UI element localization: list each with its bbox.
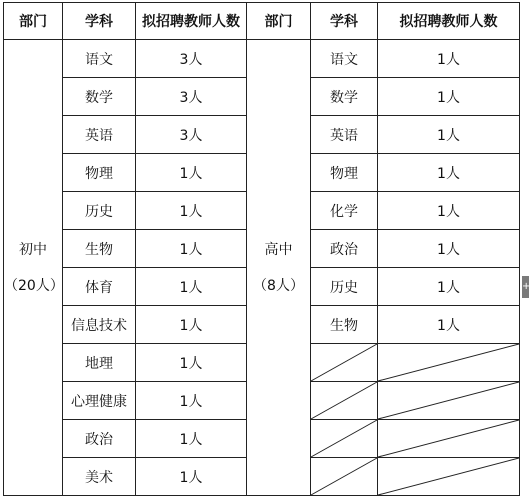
senior-count-cell: 1人 (378, 306, 520, 344)
diagonal-line-icon (311, 344, 377, 381)
senior-subject-cell: 生物 (311, 306, 378, 344)
header-subject-right: 学科 (311, 3, 378, 40)
recruitment-table (3, 2, 520, 496)
senior-subject-cell: 物理 (311, 154, 378, 192)
senior-count-cell: 1人 (378, 78, 520, 116)
diagonal-line-icon (311, 382, 377, 419)
junior-count-cell: 3人 (136, 116, 247, 154)
senior-empty-subject-cell (311, 458, 378, 496)
senior-subject-cell: 政治 (311, 230, 378, 268)
header-dept-left: 部门 (4, 3, 63, 40)
junior-subject-cell: 英语 (63, 116, 136, 154)
senior-dept-cell (247, 40, 311, 496)
junior-subject-cell: 物理 (63, 154, 136, 192)
junior-subject-cell: 心理健康 (63, 382, 136, 420)
header-dept-right: 部门 (247, 3, 311, 40)
senior-empty-count-cell (378, 458, 520, 496)
junior-count-cell: 1人 (136, 154, 247, 192)
diagonal-line-icon (311, 458, 377, 495)
diagonal-line-icon (378, 382, 519, 419)
senior-empty-count-cell (378, 344, 520, 382)
senior-empty-subject-cell (311, 420, 378, 458)
senior-subject-cell: 语文 (311, 40, 378, 78)
junior-subject-cell: 政治 (63, 420, 136, 458)
header-count-right: 拟招聘教师人数 (378, 3, 520, 40)
senior-subject-cell: 数学 (311, 78, 378, 116)
table-row (4, 40, 520, 78)
junior-dept-total: （20人） (4, 277, 64, 294)
junior-count-cell: 1人 (136, 458, 247, 496)
diagonal-line-icon (378, 344, 519, 381)
junior-count-cell: 1人 (136, 268, 247, 306)
senior-subject-cell: 化学 (311, 192, 378, 230)
expand-handle-icon[interactable]: + (522, 276, 529, 298)
junior-subject-cell: 历史 (63, 192, 136, 230)
senior-empty-count-cell (378, 382, 520, 420)
header-row (4, 3, 520, 40)
diagonal-line-icon (378, 420, 519, 457)
junior-subject-cell: 数学 (63, 78, 136, 116)
junior-count-cell: 1人 (136, 230, 247, 268)
junior-count-cell: 1人 (136, 192, 247, 230)
junior-count-cell: 1人 (136, 382, 247, 420)
header-count-left: 拟招聘教师人数 (136, 3, 247, 40)
senior-count-cell: 1人 (378, 154, 520, 192)
senior-count-cell: 1人 (378, 268, 520, 306)
header-subject-left: 学科 (63, 3, 136, 40)
junior-dept-cell (4, 40, 63, 496)
senior-dept-total: （8人） (253, 277, 304, 294)
senior-dept-name: 高中 (264, 241, 293, 258)
junior-count-cell: 1人 (136, 306, 247, 344)
senior-count-cell: 1人 (378, 116, 520, 154)
diagonal-line-icon (311, 420, 377, 457)
junior-subject-cell: 地理 (63, 344, 136, 382)
junior-count-cell: 3人 (136, 78, 247, 116)
junior-subject-cell: 生物 (63, 230, 136, 268)
junior-subject-cell: 信息技术 (63, 306, 136, 344)
junior-count-cell: 1人 (136, 344, 247, 382)
junior-subject-cell: 美术 (63, 458, 136, 496)
senior-count-cell: 1人 (378, 230, 520, 268)
junior-subject-cell: 语文 (63, 40, 136, 78)
junior-dept-name: 初中 (19, 241, 47, 258)
diagonal-line-icon (378, 458, 519, 495)
senior-empty-subject-cell (311, 382, 378, 420)
senior-count-cell: 1人 (378, 40, 520, 78)
junior-subject-cell: 体育 (63, 268, 136, 306)
senior-count-cell: 1人 (378, 192, 520, 230)
senior-subject-cell: 历史 (311, 268, 378, 306)
senior-empty-count-cell (378, 420, 520, 458)
junior-count-cell: 1人 (136, 420, 247, 458)
senior-subject-cell: 英语 (311, 116, 378, 154)
junior-count-cell: 3人 (136, 40, 247, 78)
senior-empty-subject-cell (311, 344, 378, 382)
table-body (4, 3, 520, 496)
